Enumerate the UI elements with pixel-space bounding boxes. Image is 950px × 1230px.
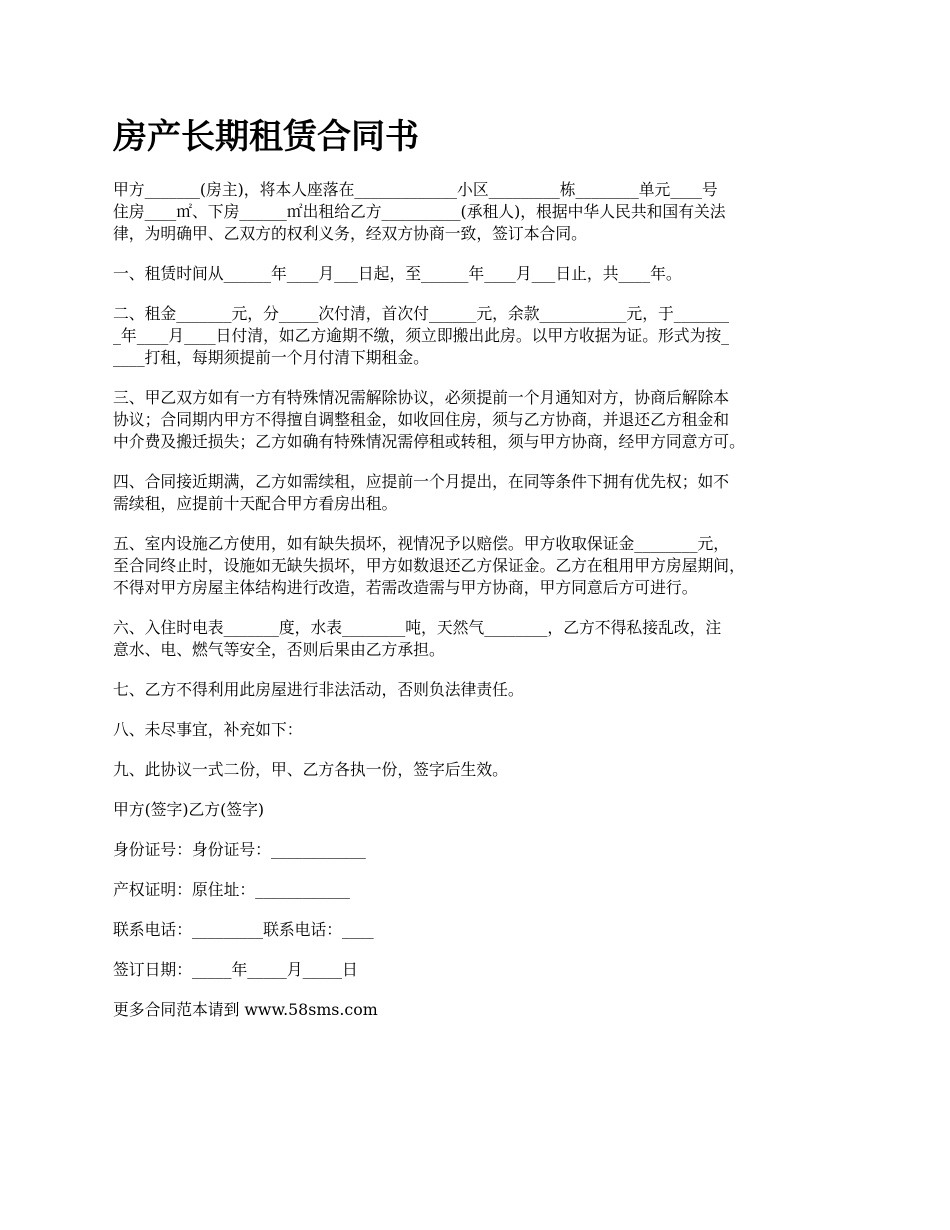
sign-date-line: 签订日期：_____年_____月_____日 <box>113 960 358 979</box>
intro-line: 律，为明确甲、乙双方的权利义务，经双方协商一致，签订本合同。 <box>113 224 587 243</box>
clause-2-line: 二、租金_______元，分_____次付清，首次付______元，余款___________元，于_______ <box>113 304 730 323</box>
clause-3-line: 三、甲乙双方如有一方有特殊情况需解除协议，必须提前一个月通知对方，协商后解除本 <box>113 388 730 407</box>
footer-note: 更多合同范本请到 www.58sms.com <box>113 1000 378 1019</box>
clause-4-line: 需续租，应提前十天配合甲方看房出租。 <box>113 494 398 513</box>
clause-3-line: 中介费及搬迁损失；乙方如确有特殊情况需停租或转租，须与甲方协商，经甲方同意方可。 <box>113 432 745 451</box>
intro-line: 甲方_______(房主)，将本人座落在_____________小区_________栋________单元____号 <box>113 180 718 199</box>
clause-9: 九、此协议一式二份，甲、乙方各执一份，签字后生效。 <box>113 760 508 779</box>
phone-line: 联系电话：_________联系电话：____ <box>113 920 374 939</box>
clause-1 <box>113 263 853 285</box>
intro-paragraph <box>113 179 853 245</box>
clause-3-line: 协议；合同期内甲方不得擅自调整租金，如收回住房，须与乙方协商，并退还乙方租金和 <box>113 410 730 429</box>
clause-5-line: 五、室内设施乙方使用，如有缺失损坏，视情况予以赔偿。甲方收取保证金________元， <box>113 534 730 553</box>
clause-6-line: 意水、电、燃气等安全，否则后果由乙方承担。 <box>113 640 445 659</box>
property-cert-line: 产权证明：原住址：____________ <box>113 880 350 899</box>
clause-3 <box>113 387 853 453</box>
clause-4-line: 四、合同接近期满，乙方如需续租，应提前一个月提出，在同等条件下拥有优先权；如不 <box>113 472 730 491</box>
clause-5-line: 不得对甲方房屋主体结构进行改造，若需改造需与甲方协商，甲方同意后方可进行。 <box>113 578 698 597</box>
intro-line: 住房____㎡、下房______㎡出租给乙方__________(承租人)，根据中华人民共和国有关法 <box>113 202 726 221</box>
clause-7: 七、乙方不得利用此房屋进行非法活动，否则负法律责任。 <box>113 680 524 699</box>
clause-6 <box>113 617 853 661</box>
document-title: 房产长期租赁合同书 <box>113 117 419 157</box>
clause-1-line: 一、租赁时间从______年____月___日起，至______年____月___日止，共____年。 <box>113 264 682 283</box>
contract-page <box>113 110 853 1039</box>
clause-2 <box>113 303 853 369</box>
clause-2-line: ____打租，每期须提前一个月付清下期租金。 <box>113 348 429 367</box>
id-number-line: 身份证号：身份证号：____________ <box>113 840 366 859</box>
clause-6-line: 六、入住时电表_______度，水表________吨，天然气________，乙方不得私接乱改，注 <box>113 618 722 637</box>
clause-8: 八、未尽事宜，补充如下： <box>113 720 303 739</box>
clause-4 <box>113 471 853 515</box>
clause-2-line: _年____月____日付清，如乙方逾期不缴，须立即搬出此房。以甲方收据为证。形式为按_ <box>113 326 730 345</box>
signature-line: 甲方(签字)乙方(签字) <box>113 800 265 819</box>
clause-5-line: 至合同终止时，设施如无缺失损坏，甲方如数退还乙方保证金。乙方在租用甲方房屋期间， <box>113 556 745 575</box>
clause-5 <box>113 533 853 599</box>
